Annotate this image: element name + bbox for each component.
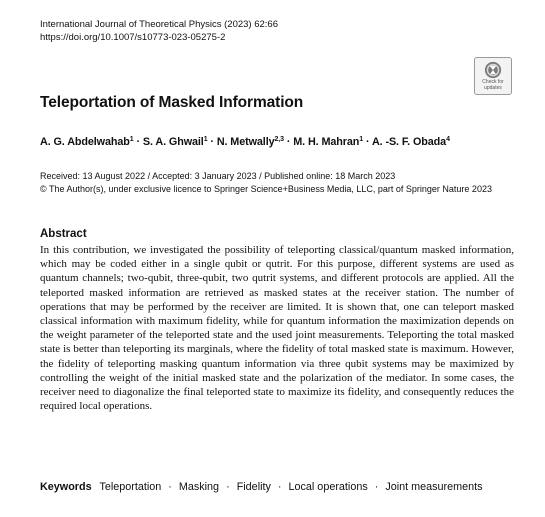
author-separator: · [210, 136, 214, 148]
badge-label [475, 80, 511, 91]
journal-citation: International Journal of Theoretical Physics (2023) 62:66 [40, 19, 278, 30]
badge-label-line2: updates [484, 84, 502, 91]
author-name[interactable]: A. -S. F. Obada [371, 136, 447, 148]
keyword-separator: · [277, 481, 282, 493]
author-name[interactable]: N. Metwally [216, 136, 275, 148]
keyword: Masking [178, 481, 220, 493]
keyword: Joint measurements [385, 481, 483, 493]
author-list [40, 136, 450, 148]
article-title: Teleportation of Masked Information [40, 94, 304, 111]
author-affiliation: 1 [203, 136, 208, 143]
check-for-updates-badge[interactable] [474, 57, 512, 95]
keywords-line [40, 481, 483, 493]
author-separator: · [286, 136, 291, 148]
author-affiliation: 1 [359, 136, 364, 143]
keyword-separator: · [226, 481, 230, 493]
abstract-text: In this contribution, we investigated the possibility of teleporting classical/quantum masked information, which may be coded either in a single qubit or qutrit. For this purpose, different systems are used as quantum channels; two-qubit, three-qubit, two qutrit systems, and different protocols are applied. All the teleported masked information are retrieved as masked states at the receiver station. The number of operations that may be performed by the receiver are limited. It is shown that, one can teleport masked classical information with maximum fidelity, while for quantum information the maximization depends on the weight parameter of the teleported state and the used joint measurements. Teleporting the total masked state is better than teleporting its marginals, where the fidelity of total masked state is maximum. However, the fidelity of teleporting masking quantum information via three qubit systems may be maximized by controlling the weight of the initial masked state and the polarization of the mediator. In some cases, the receiver need to diagonalize the final teleported state to maximize its fidelity, and consequently reduces the required local operations. [40, 244, 514, 413]
author-name[interactable]: S. A. Ghwail [142, 136, 204, 148]
author-name[interactable]: M. H. Mahran [293, 136, 360, 148]
keyword: Local operations [288, 481, 368, 493]
author-separator: · [365, 136, 370, 148]
keywords-label: Keywords [40, 481, 92, 493]
doi-link[interactable]: https://doi.org/10.1007/s10773-023-05275-2 [40, 32, 226, 43]
abstract-heading: Abstract [40, 228, 87, 240]
author-affiliation: 2,3 [274, 136, 284, 143]
check-for-updates-icon [484, 61, 502, 79]
copyright-notice: © The Author(s), under exclusive licence to Springer Science+Business Media, LLC, part of Springer Nature 2023 [40, 184, 492, 194]
keyword-separator: · [374, 481, 379, 493]
author-separator: · [136, 136, 140, 148]
badge-label-line1: Check for [482, 79, 504, 85]
author-name[interactable]: A. G. Abdelwahab [40, 136, 130, 148]
keyword: Teleportation [99, 481, 162, 493]
keyword-separator: · [168, 481, 172, 493]
author-affiliation: 4 [446, 136, 450, 143]
journal-header [40, 18, 278, 44]
keyword: Fidelity [236, 481, 271, 493]
author-affiliation: 1 [129, 136, 134, 143]
publication-history [40, 170, 492, 196]
history-dates: Received: 13 August 2022 / Accepted: 3 January 2023 / Published online: 18 March 2023 [40, 171, 396, 181]
